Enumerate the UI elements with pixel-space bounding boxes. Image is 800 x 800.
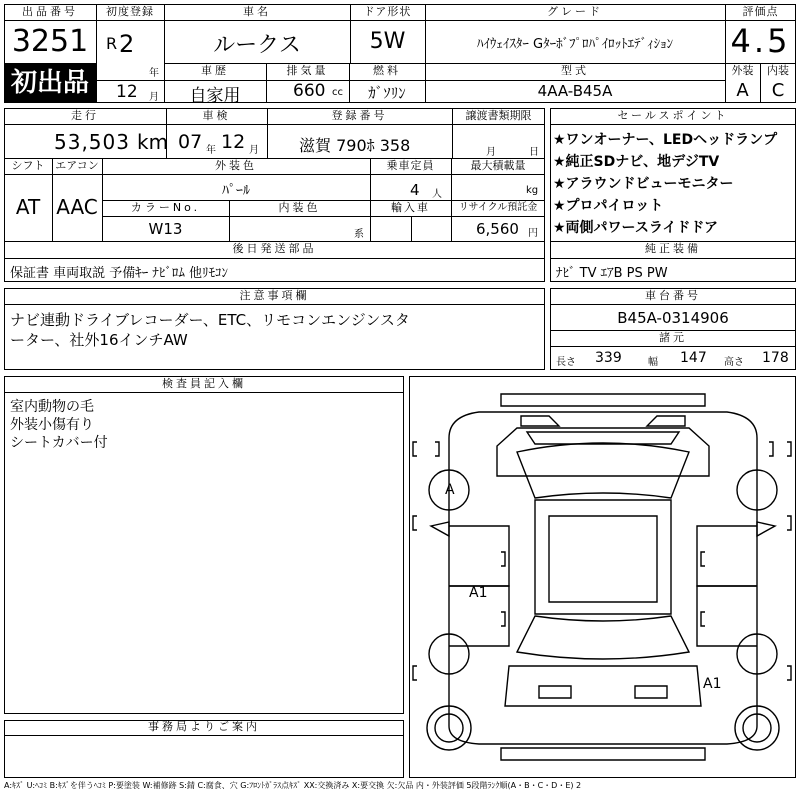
inspection-label: 車検: [202, 109, 231, 122]
inspection-month: 12: [221, 131, 246, 153]
chassis-number: B45A-0314906: [617, 309, 729, 327]
sales-point-5: ★両側パワースライドドア: [553, 220, 719, 236]
aircon: AAC: [56, 195, 98, 219]
interior-label: 内装: [767, 64, 789, 77]
car-name: ルークス: [213, 33, 301, 58]
damage-mark-1: A: [445, 482, 455, 498]
exterior-grade: A: [736, 80, 749, 101]
int-color-unit: 系: [354, 229, 364, 240]
parts-label: 後日発送部品: [232, 242, 317, 255]
notes-line-1: ナビ連動ドライブレコーダー、ETC、リモコンエンジンスタ: [10, 311, 410, 329]
shift-label: シフト: [11, 159, 45, 172]
first-reg-year: 2: [119, 30, 135, 58]
lot-number-label: 出品番号: [22, 5, 78, 18]
chassis-label: 車台番号: [645, 289, 701, 302]
score-label: 評価点: [742, 5, 779, 18]
height-value: 178: [762, 350, 789, 366]
spec-label: 諸元: [659, 331, 687, 344]
grade-label: グレード: [547, 5, 603, 18]
sales-point-1: ★ワンオーナー、LEDヘッドランプ: [553, 132, 778, 148]
shift: AT: [15, 195, 41, 219]
first-reg-month: 12: [116, 82, 138, 102]
notes-label: 注意事項欄: [239, 289, 310, 302]
door-type: 5W: [369, 29, 406, 54]
width-label: 幅: [648, 357, 658, 368]
door-label: ドア形状: [363, 5, 412, 18]
maxload-label: 最大積載量: [470, 159, 526, 172]
equipment-value: ﾅﾋﾞ TV ｴｱB PS PW: [556, 266, 668, 281]
ext-color: ﾊﾟｰﾙ: [222, 183, 250, 199]
recycle-unit: 円: [528, 228, 538, 239]
displacement-unit: cc: [332, 87, 343, 98]
model-label: 型式: [561, 64, 589, 77]
year-unit: 年: [149, 68, 159, 79]
exterior-label: 外装: [731, 64, 754, 77]
import-label: 輸入車: [391, 201, 430, 214]
inspector-line-3: シートカバー付: [10, 435, 108, 451]
color-no: W13: [148, 220, 183, 238]
sales-point-2: ★純正SDナビ、地デジTV: [553, 154, 720, 170]
car-name-label: 車名: [243, 5, 271, 18]
length-label: 長さ: [556, 357, 576, 368]
sales-point-3: ★アラウンドビューモニター: [553, 176, 734, 192]
plate-label: 登録番号: [331, 109, 388, 122]
capacity: 4: [410, 181, 420, 199]
fuel-label: 燃料: [373, 64, 401, 77]
int-color-label: 内装色: [278, 201, 321, 214]
history-label: 車歴: [201, 64, 229, 77]
inspector-line-1: 室内動物の毛: [10, 399, 94, 415]
displacement: 660: [293, 81, 326, 101]
first-registration-label: 初度登録: [106, 5, 154, 18]
history: 自家用: [189, 86, 241, 106]
fuel: ｶﾞｿﾘﾝ: [368, 84, 406, 102]
capacity-label: 乗車定員: [386, 159, 435, 172]
mileage-label: 走行: [71, 109, 99, 122]
inspector-label: 検査員記入欄: [162, 377, 246, 390]
height-label: 高さ: [724, 357, 744, 368]
equipment-label: 純正装備: [645, 242, 701, 255]
inspector-line-2: 外装小傷有り: [10, 417, 94, 433]
car-diagram: [409, 376, 796, 778]
length-value: 339: [595, 350, 622, 366]
mileage: 53,503: [54, 130, 130, 154]
capacity-unit: 人: [432, 189, 442, 200]
transfer-month-unit: 月: [486, 147, 496, 158]
model-code: 4AA-B45A: [537, 82, 613, 100]
ext-color-label: 外装色: [215, 159, 257, 172]
maxload-unit: kg: [526, 185, 539, 196]
inspection-year-unit: 年: [206, 145, 216, 156]
score: 4.5: [730, 22, 791, 60]
transfer-day-unit: 日: [529, 147, 539, 158]
lot-number: 3251: [11, 24, 89, 59]
mileage-unit: km: [137, 130, 169, 154]
recycle-deposit: 6,560: [476, 220, 519, 238]
grade: ﾊｲｳｪｲｽﾀｰ Gﾀｰﾎﾞﾌﾟﾛﾊﾟｲﾛｯﾄｴﾃﾞｨｼｮﾝ: [476, 37, 674, 52]
plate-number: 滋賀 790ﾎ 358: [299, 136, 411, 155]
damage-mark-3: A1: [703, 676, 722, 692]
color-no-label: カラーNo.: [130, 201, 201, 214]
interior-grade: C: [771, 80, 785, 101]
damage-mark-2: A1: [469, 585, 488, 601]
recycle-label: リサイクル預託金: [458, 202, 538, 213]
transfer-deadline-label: 譲渡書類期限: [465, 109, 532, 122]
parts-value: 保証書 車両取説 予備ｷｰ ﾅﾋﾞﾛﾑ 他ﾘﾓｺﾝ: [10, 266, 229, 281]
notes-line-2: ーター、社外16インチAW: [10, 331, 188, 349]
inspection-year: 07: [178, 131, 203, 153]
legend: A:ｷｽﾞ U:ﾍｺﾐ B:ｷｽﾞを伴うﾍｺﾐ P:要塗装 W:補修跡 S:錆 C:腐食、穴 G:ﾌﾛﾝﾄｶﾞﾗｽ点ｷｽﾞ XX:交換済み X:要交換 欠:欠品 内・外装評価 5段階ﾗﾝｸ順(A・B・C・D・E) 2: [4, 781, 582, 790]
first-listing-text: 初出品: [10, 68, 89, 98]
width-value: 147: [680, 350, 707, 366]
inspection-month-unit: 月: [249, 145, 259, 156]
era: R: [106, 34, 118, 53]
office-label: 事務局よりご案内: [148, 720, 260, 733]
sales-point-4: ★プロパイロット: [553, 198, 664, 214]
displacement-label: 排気量: [286, 64, 329, 77]
month-unit: 月: [149, 92, 159, 103]
sales-points-label: セールスポイント: [617, 109, 729, 122]
aircon-label: エアコン: [55, 159, 99, 172]
